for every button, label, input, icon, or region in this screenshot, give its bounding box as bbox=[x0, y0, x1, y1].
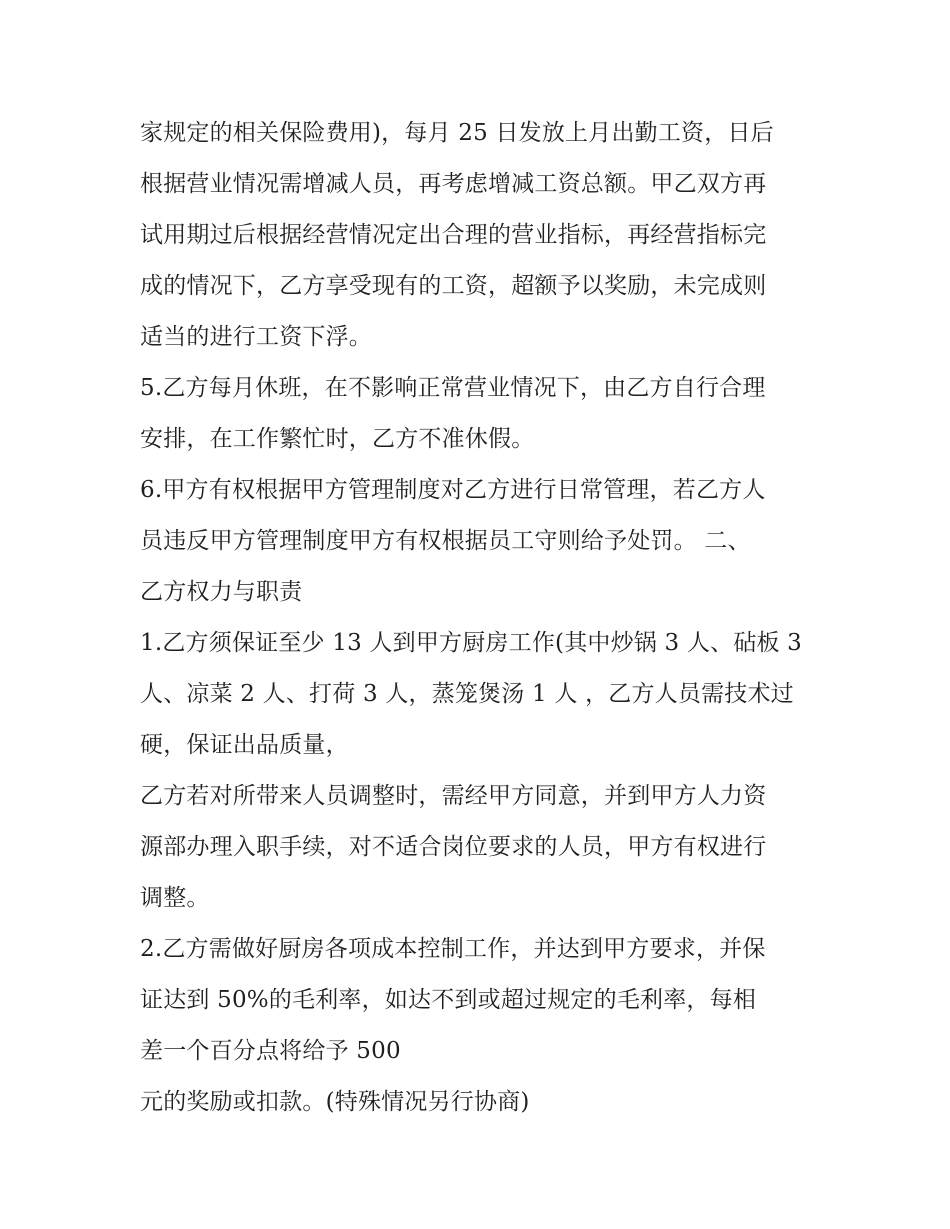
document-line: 6.甲方有权根据甲方管理制度对乙方进行日常管理，若乙方人 bbox=[140, 477, 766, 503]
document-line: 试用期过后根据经营情况定出合理的营业指标，再经营指标完 bbox=[140, 222, 767, 248]
document-line: 1.乙方须保证至少 13 人到甲方厨房工作(其中炒锅 3 人、砧板 3 bbox=[140, 630, 803, 656]
document-line: 差一个百分点将给予 500 bbox=[140, 1038, 401, 1064]
document-line: 适当的进行工资下浮。 bbox=[140, 324, 372, 350]
document-line: 源部办理入职手续，对不适合岗位要求的人员，甲方有权进行 bbox=[140, 834, 767, 860]
document-line: 员违反甲方管理制度甲方有权根据员工守则给予处罚。 二、 bbox=[140, 528, 751, 554]
document-line: 人、凉菜 2 人、打荷 3 人，蒸笼煲汤 1 人 ，乙方人员需技术过 bbox=[140, 681, 794, 707]
document-line: 安排，在工作繁忙时，乙方不准休假。 bbox=[140, 426, 535, 452]
document-line: 成的情况下，乙方享受现有的工资，超额予以奖励，未完成则 bbox=[140, 273, 767, 299]
document-line: 硬，保证出品质量， bbox=[140, 732, 349, 758]
document-line: 5.乙方每月休班，在不影响正常营业情况下，由乙方自行合理 bbox=[140, 375, 766, 401]
document-line: 乙方若对所带来人员调整时，需经甲方同意，并到甲方人力资 bbox=[140, 783, 767, 809]
document-line: 2.乙方需做好厨房各项成本控制工作，并达到甲方要求，并保 bbox=[140, 936, 766, 962]
document-body bbox=[140, 108, 820, 1128]
document-line: 调整。 bbox=[140, 885, 210, 911]
document-line: 元的奖励或扣款。(特殊情况另行协商) bbox=[140, 1089, 530, 1115]
document-line: 乙方权力与职责 bbox=[140, 579, 303, 605]
document-line: 家规定的相关保险费用)，每月 25 日发放上月出勤工资，日后 bbox=[140, 120, 774, 146]
document-line: 证达到 50%的毛利率，如达不到或超过规定的毛利率，每相 bbox=[140, 987, 757, 1013]
document-line: 根据营业情况需增减人员，再考虑增减工资总额。甲乙双方再 bbox=[140, 171, 767, 197]
